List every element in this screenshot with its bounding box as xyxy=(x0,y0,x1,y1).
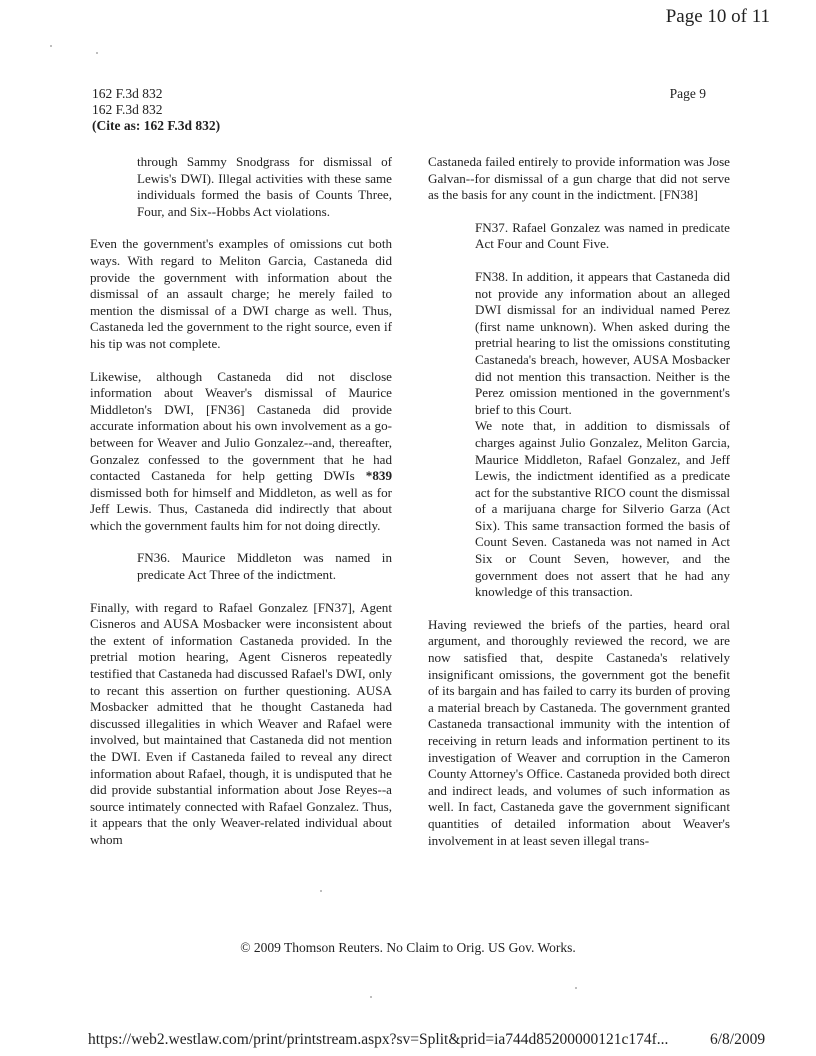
citation-header xyxy=(92,86,220,134)
paragraph: Even the government's examples of omissions cut both ways. With regard to Meliton Garcia, Castaneda did provide the government with information about the dismissal of an assault charge; he merely failed to mention the dismissal of a DWI charge as well. Thus, Castaneda led the government to the right source, even if his tip was not complete. xyxy=(90,236,392,351)
print-date: 6/8/2009 xyxy=(710,1031,766,1048)
footnote-38: FN38. In addition, it appears that Castaneda did not provide any information about an alleged DWI dismissal for an individual named Perez (first name unknown). When asked during the pretrial hearing to list the omissions constituting Castaneda's breach, however, AUSA Mosbacker did not mention this transaction. Neither is the Perez omission mentioned in the government's brief to this Court. xyxy=(475,268,730,417)
paragraph-text: dismissed both for himself and Middleton, as well as for Jeff Lewis. Thus, Castaneda did indirectly that about which the government faults him for not doing directly. xyxy=(90,484,392,533)
citation-line: 162 F.3d 832 xyxy=(92,86,163,101)
star-page-marker: *839 xyxy=(365,468,392,484)
left-column xyxy=(90,154,392,865)
footnote-37: FN37. Rafael Gonzalez was named in predicate Act Four and Count Five. xyxy=(475,219,730,252)
scan-speck xyxy=(96,52,98,54)
paragraph-text: Likewise, although Castaneda did not disclose information about Weaver's dismissal of Maurice Middleton's DWI, [FN36] Castaneda did provide accurate information about his own involvement as a go-between for Weaver and Julio Gonzalez--and, thereafter, Gonzalez confessed to the government that he had contacted Castaneda for help getting DWIs xyxy=(90,368,392,484)
print-url: https://web2.westlaw.com/print/printstream.aspx?sv=Split&prid=ia744d85200000121c174f... xyxy=(88,1031,669,1048)
paragraph: Finally, with regard to Rafael Gonzalez [FN37], Agent Cisneros and AUSA Mosbacker were inconsistent about the extent of information Castaneda provided. In the pretrial motion hearing, Agent Cisneros repeatedly testified that Castaneda had discussed Rafael's DWI, only to recant this assertion on further questioning. AUSA Mosbacker admitted that he thought Castaneda had discussed illegalities in which Weaver and Rafael were involved, but maintained that Castaneda did not mention the DWI. Even if Castaneda failed to reveal any direct information about Rafael, though, it is undisputed that he did provide substantial information about Jose Reyes--a source intimately connected with Rafael Gonzalez. Thus, it appears that the only Weaver-related individual about whom xyxy=(90,599,392,847)
scan-speck xyxy=(320,890,322,892)
document-page-number: Page 9 xyxy=(669,86,706,101)
footnote-38-continued: We note that, in addition to dismissals of charges against Julio Gonzalez, Meliton Garcia, Maurice Middleton, Rafael Gonzalez, and Jeff Lewis, the indictment identified as a predicate act for the substantive RICO count the dismissal of a marijuana charge for Silverio Garza (Act Six). This same transaction formed the basis of Count Seven. Castaneda was not named in Act Six or Count Seven, however, and the government does not assert that he had any knowledge of this transaction. xyxy=(475,418,730,600)
paragraph xyxy=(90,369,392,535)
right-column xyxy=(428,154,730,865)
paragraph: Having reviewed the briefs of the parties, heard oral argument, and thoroughly reviewed the record, we are now satisfied that, despite Castaneda's relatively insignificant omissions, the government got the benefit of its bargain and has failed to carry its burden of proving a material breach by Castaneda. The government granted Castaneda transactional immunity with the intention of receiving in return leads and information pertinent to its investigation of Weaver and corruption in the Cameron County Attorney's Office. Castaneda provided both direct and indirect leads, and volumes of such information as well. In fact, Castaneda gave the government significant quantities of detailed information about Weaver's involvement in at least seven illegal trans- xyxy=(428,616,730,848)
paragraph: Castaneda failed entirely to provide information was Jose Galvan--for dismissal of a gun charge that did not serve as the basis for any count in the indictment. [FN38] xyxy=(428,154,730,203)
copyright-notice: © 2009 Thomson Reuters. No Claim to Orig. US Gov. Works. xyxy=(240,940,576,955)
scan-speck xyxy=(50,45,52,47)
scan-speck xyxy=(575,987,577,989)
footnote-36: FN36. Maurice Middleton was named in predicate Act Three of the indictment. xyxy=(137,550,392,583)
print-page-number: Page 10 of 11 xyxy=(665,6,770,27)
cite-as-line: (Cite as: 162 F.3d 832) xyxy=(92,118,221,133)
citation-line: 162 F.3d 832 xyxy=(92,102,163,117)
indented-paragraph: through Sammy Snodgrass for dismissal of Lewis's DWI). Illegal activities with these same individuals formed the basis of Counts Three, Four, and Six--Hobbs Act violations. xyxy=(137,154,392,219)
scan-speck xyxy=(370,996,372,998)
